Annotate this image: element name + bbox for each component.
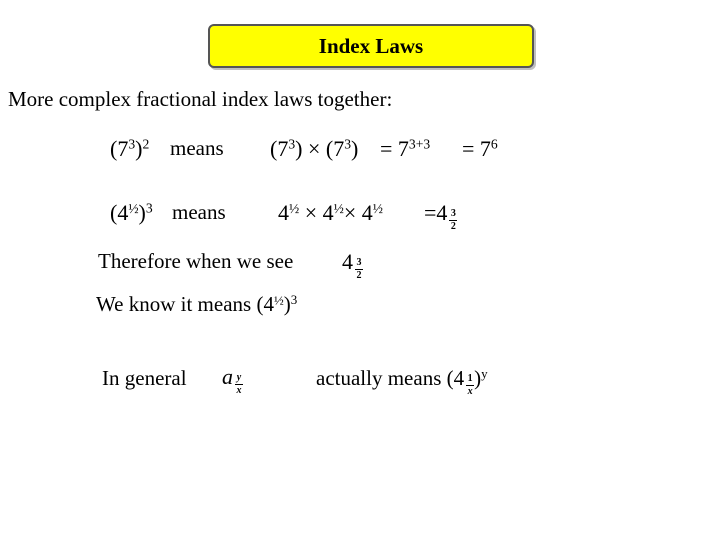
therefore-expr: 4 $\frac{3}{2}$ [342,249,362,281]
title-box [208,24,534,68]
intro-text: More complex fractional index laws together: [8,87,393,111]
therefore-frac: $\frac{3}{2}$ [356,256,362,281]
general-label: In general [102,366,187,390]
know-line: We know it means $(4^{\frac{1}{2}})^3$ [96,291,298,316]
row1-eq2: = $7^6$ [462,136,498,161]
row1-means: means [170,136,224,160]
general-paren-frac: $\frac{1}{x}$ [467,372,473,397]
row2-means: means [172,200,226,224]
row2-result: =4 $\frac{3}{2}$ [424,200,456,232]
general-frac: $\frac{y}{x}$ [236,371,242,396]
row2-product: $4^{\frac{1}{2}} \times 4^{\frac{1}{2}}\times 4^{\frac{1}{2}}$ [278,200,383,225]
therefore-text: Therefore when we see [98,249,294,273]
page-title: Index Laws [318,33,424,58]
row2-result-frac: $\frac{3}{2}$ [450,207,456,232]
row1-eq1: = $7^{3+3}$ [380,136,431,161]
general-expr: a $\frac{y}{x}$ [222,364,242,396]
general-means-line: actually means (4 $\frac{1}{x}$ )$^y$ [316,365,488,397]
row1-product: $(7^3) \times (7^3)$ [270,136,359,161]
row1-lhs: $(7^3)^2$ [110,136,150,161]
row2-lhs: $(4^{\frac{1}{2}})^3$ [110,200,153,225]
